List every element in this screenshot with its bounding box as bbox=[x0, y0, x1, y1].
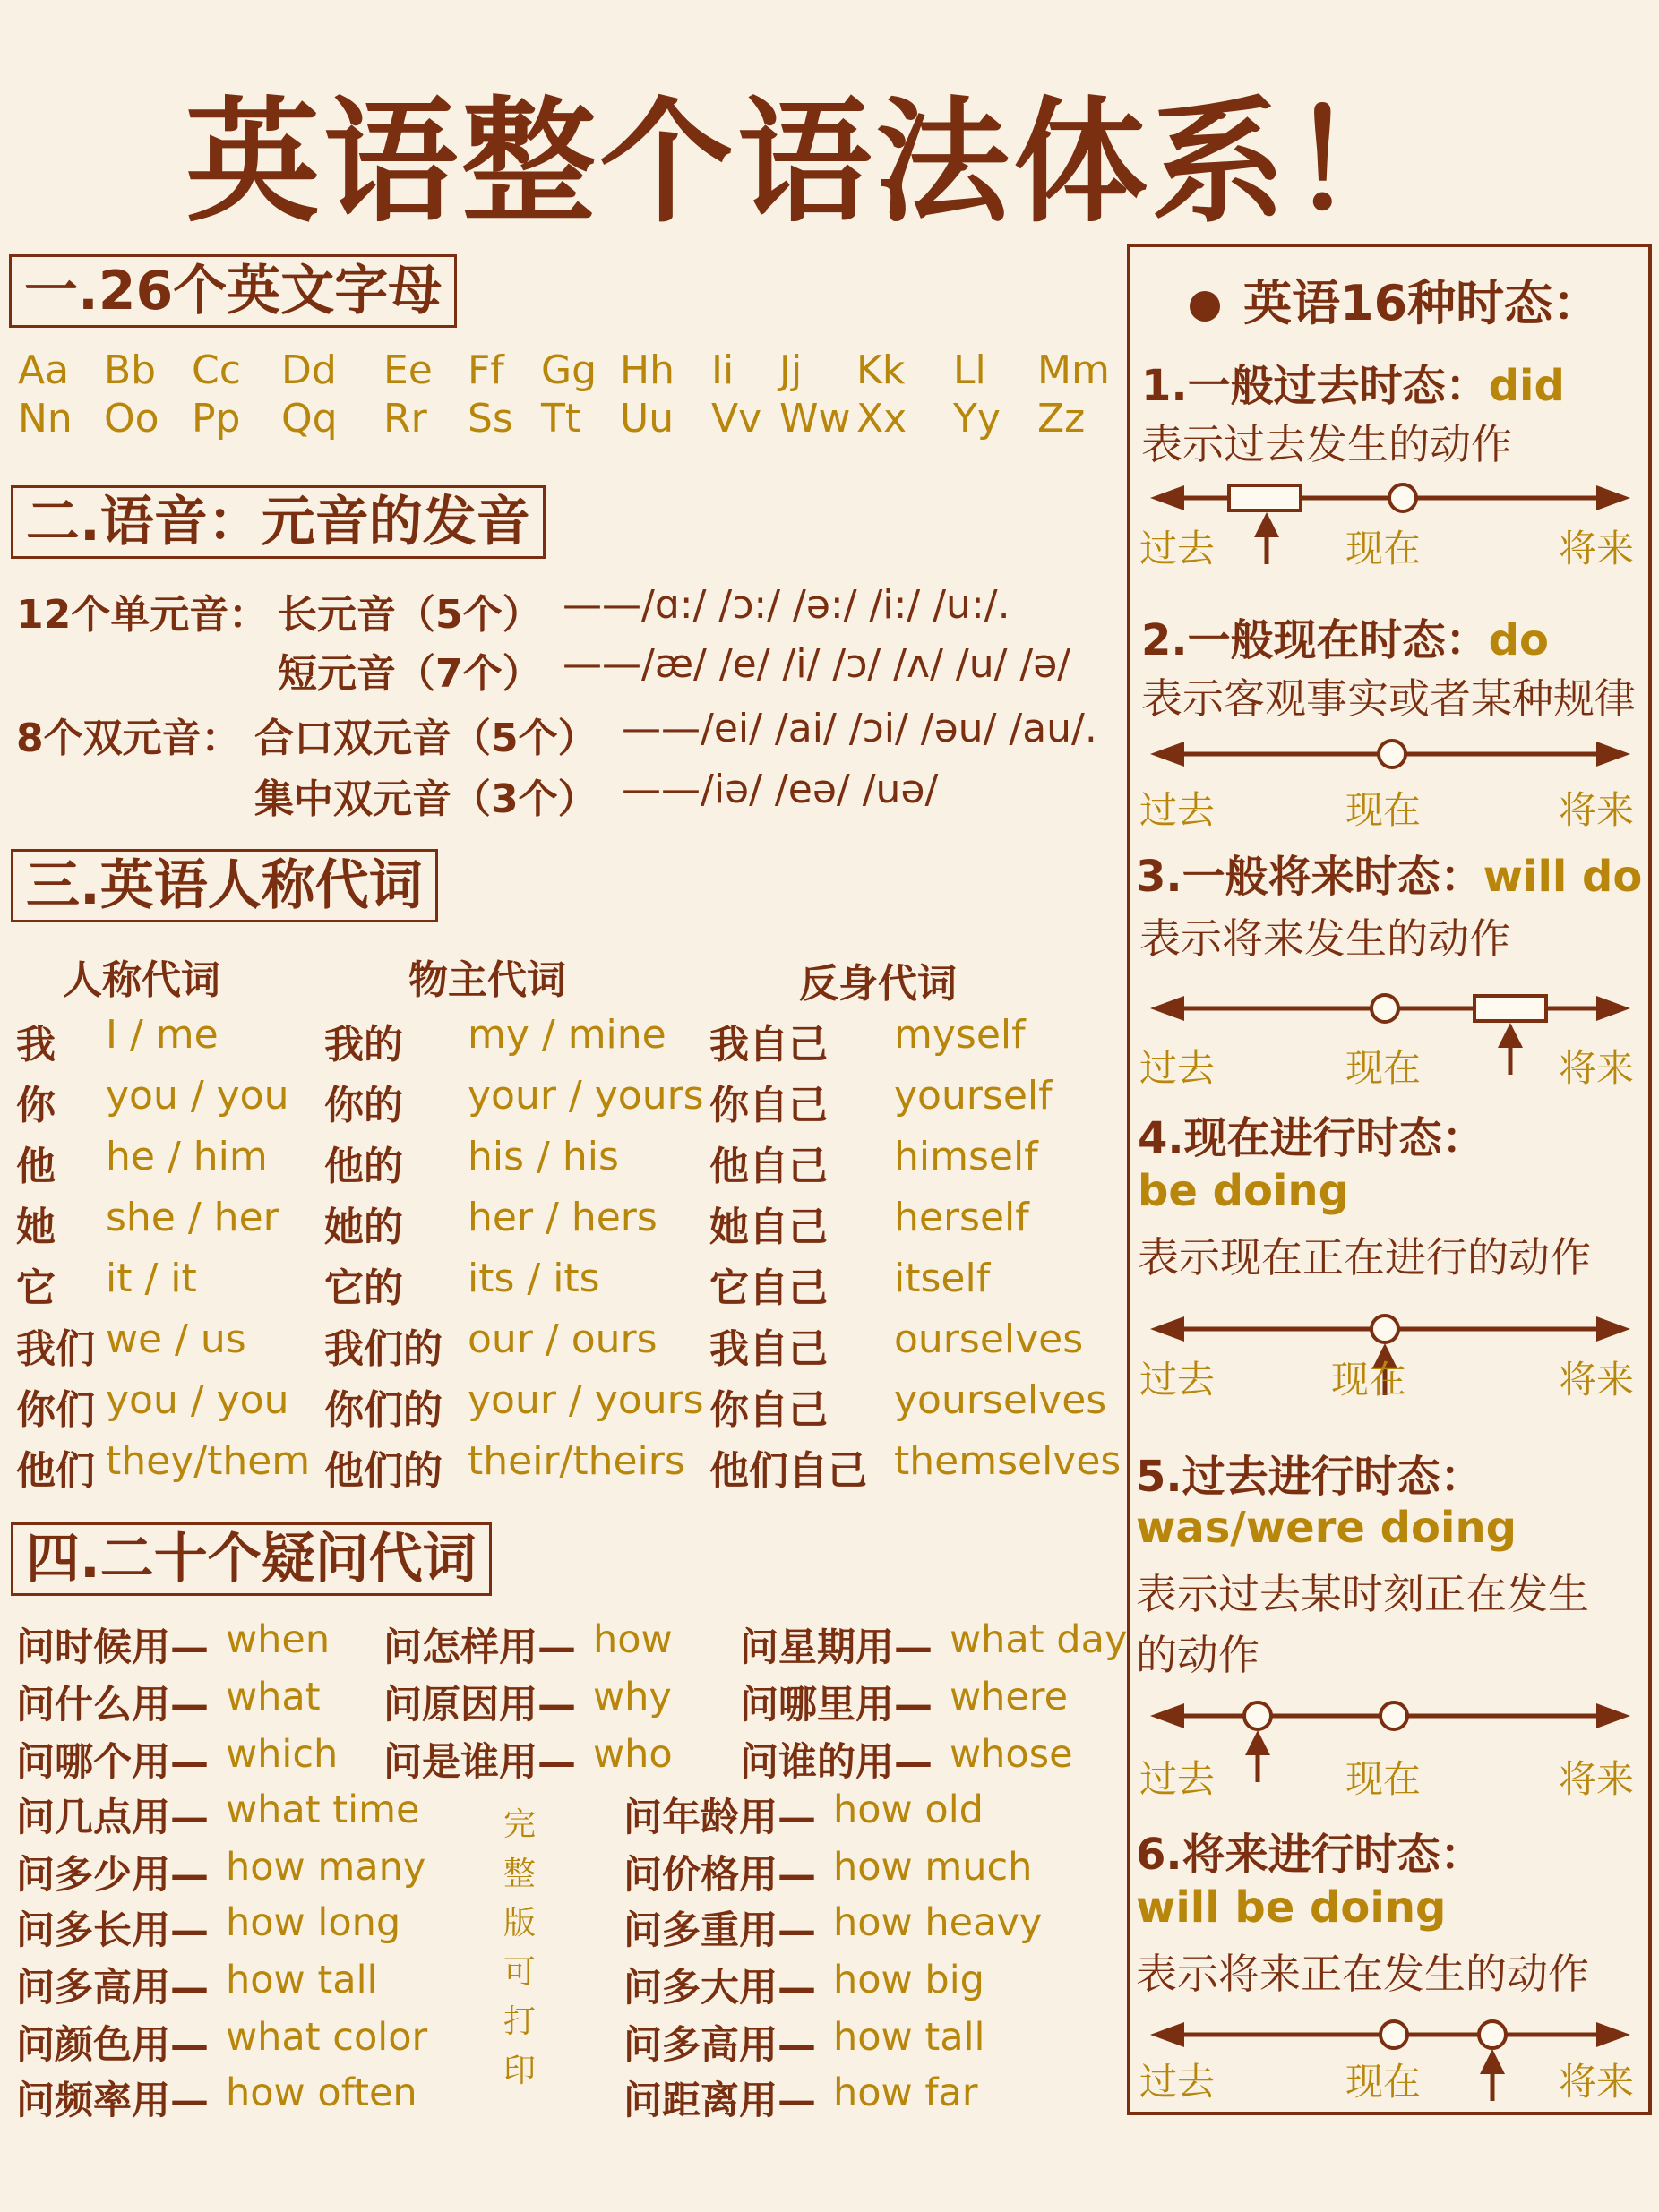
pronoun-en: its / its bbox=[468, 1256, 600, 1301]
pronoun-cn: 你们的 bbox=[324, 1387, 443, 1433]
timeline-label-future: 将来 bbox=[1559, 2060, 1635, 2104]
question-en: what time bbox=[226, 1788, 420, 1832]
pronoun-en: himself bbox=[894, 1134, 1038, 1179]
arrow-right-icon bbox=[1596, 2022, 1630, 2047]
alphabet-letter: Ff bbox=[468, 347, 504, 393]
alphabet-letter: Zz bbox=[1037, 396, 1086, 442]
time-range-box bbox=[1229, 485, 1301, 510]
timeline-label-past: 过去 bbox=[1139, 2060, 1216, 2104]
pronoun-cn: 我 bbox=[16, 1022, 56, 1067]
vowel-short-label: 短元音（7个） bbox=[278, 651, 542, 697]
section-alphabet-title: 一.26个英文字母 bbox=[9, 254, 457, 328]
tense-panel-title-text: 英语16种时态： bbox=[1243, 275, 1602, 331]
note-char: 整 bbox=[503, 1856, 536, 1892]
alphabet-letter: Hh bbox=[620, 347, 675, 393]
note-char: 打 bbox=[503, 2003, 536, 2040]
question-cn: 问年龄用— bbox=[623, 1796, 816, 1840]
time-point-circle bbox=[1379, 741, 1405, 767]
alphabet-letter: Tt bbox=[541, 396, 581, 442]
timeline-label-now: 现在 bbox=[1331, 1358, 1407, 1402]
tense-4-desc: 表示现在正在进行的动作 bbox=[1138, 1233, 1591, 1282]
question-en: how tall bbox=[226, 1958, 378, 2002]
time-point-circle bbox=[1371, 995, 1398, 1022]
pronoun-cn: 你自己 bbox=[709, 1387, 828, 1433]
page-title: 英语整个语法体系！ bbox=[185, 85, 1427, 241]
pronoun-cn: 它 bbox=[16, 1265, 56, 1311]
pronoun-en: your / yours bbox=[468, 1073, 704, 1119]
pronoun-en: they/them bbox=[106, 1438, 311, 1484]
question-cn: 问距离用— bbox=[623, 2079, 816, 2123]
timeline-label-past: 过去 bbox=[1139, 788, 1216, 832]
note-char: 完 bbox=[503, 1806, 536, 1843]
question-en: where bbox=[950, 1675, 1069, 1719]
question-en: what day bbox=[950, 1617, 1128, 1662]
question-en: what bbox=[226, 1675, 321, 1719]
alphabet-letter: Ss bbox=[468, 396, 513, 442]
pronoun-en: my / mine bbox=[468, 1012, 666, 1058]
question-cn: 问怎样用— bbox=[383, 1625, 576, 1670]
arrow-left-icon bbox=[1150, 485, 1184, 510]
question-cn: 问多大用— bbox=[623, 1966, 816, 2011]
timeline-label-past: 过去 bbox=[1139, 527, 1216, 570]
pronoun-en: you / you bbox=[106, 1073, 289, 1119]
alphabet-letter: Ee bbox=[383, 347, 433, 393]
tense-6-desc: 表示将来正在发生的动作 bbox=[1136, 1950, 1589, 1998]
alphabet-letter: Xx bbox=[856, 396, 907, 442]
arrow-up-icon bbox=[1254, 512, 1279, 537]
pronoun-cn: 你 bbox=[16, 1083, 56, 1128]
timeline-label-future: 将来 bbox=[1559, 527, 1635, 570]
arrow-left-icon bbox=[1150, 1316, 1184, 1342]
pronoun-en: we / us bbox=[106, 1316, 246, 1362]
section-questions-title: 四.二十个疑问代词 bbox=[11, 1522, 492, 1596]
timeline-label-future: 将来 bbox=[1559, 788, 1635, 832]
pronoun-header-reflexive: 反身代词 bbox=[799, 961, 957, 1007]
pronoun-cn: 我们的 bbox=[324, 1326, 443, 1372]
pronoun-cn: 她自己 bbox=[709, 1205, 828, 1250]
question-cn: 问星期用— bbox=[740, 1625, 933, 1670]
tense-3-heading bbox=[1136, 842, 1642, 904]
timeline-label-future: 将来 bbox=[1559, 1358, 1635, 1402]
timeline-label-now: 现在 bbox=[1345, 788, 1422, 832]
vowel-centring-label: 集中双元音（3个） bbox=[254, 776, 597, 822]
tense-5-desc-line2: 的动作 bbox=[1136, 1631, 1259, 1679]
question-cn: 问多高用— bbox=[623, 2023, 816, 2068]
timeline-label-now: 现在 bbox=[1345, 527, 1422, 570]
alphabet-letter: Vv bbox=[711, 396, 762, 442]
pronoun-en: myself bbox=[894, 1012, 1026, 1058]
vowel-closing-ipa: ——/ei/ /ai/ /ɔi/ /əu/ /au/. bbox=[622, 706, 1097, 751]
arrow-right-icon bbox=[1596, 485, 1630, 510]
question-cn: 问频率用— bbox=[16, 2079, 209, 2123]
pronoun-en: our / ours bbox=[468, 1316, 658, 1362]
bullet-icon bbox=[1190, 291, 1220, 322]
pronoun-cn: 你自己 bbox=[709, 1083, 828, 1128]
tense-2-name: 2.一般现在时态： bbox=[1141, 615, 1489, 665]
alphabet-letter: Yy bbox=[953, 396, 1001, 442]
pronoun-en: she / her bbox=[106, 1195, 279, 1240]
alphabet-letter: Kk bbox=[856, 347, 906, 393]
timeline-label-now: 现在 bbox=[1345, 2060, 1422, 2104]
question-en: which bbox=[226, 1732, 339, 1777]
time-point-circle bbox=[1371, 1316, 1398, 1342]
pronoun-en: themselves bbox=[894, 1438, 1122, 1484]
pronoun-header-possessive: 物主代词 bbox=[408, 957, 566, 1003]
alphabet-letter: Rr bbox=[383, 396, 427, 442]
pronoun-en: he / him bbox=[106, 1134, 268, 1179]
alphabet-letter: Dd bbox=[281, 347, 337, 393]
time-point-circle bbox=[1380, 2021, 1407, 2048]
question-cn: 问颜色用— bbox=[16, 2023, 209, 2068]
pronoun-en: her / hers bbox=[468, 1195, 658, 1240]
pronoun-en: you / you bbox=[106, 1377, 289, 1423]
question-cn: 问哪里用— bbox=[740, 1683, 933, 1728]
question-cn: 问多长用— bbox=[16, 1908, 209, 1953]
tense-5-desc-line1: 表示过去某时刻正在发生 bbox=[1136, 1570, 1589, 1618]
pronoun-en: yourselves bbox=[894, 1377, 1107, 1423]
pronoun-cn: 他们自己 bbox=[709, 1448, 867, 1494]
tense-6-form: will be doing bbox=[1136, 1882, 1447, 1933]
timeline-label-past: 过去 bbox=[1139, 1358, 1216, 1402]
time-range-box bbox=[1474, 996, 1546, 1021]
question-en: who bbox=[593, 1732, 673, 1777]
alphabet-letter: Uu bbox=[620, 396, 675, 442]
pronoun-cn: 你们 bbox=[16, 1387, 95, 1433]
pronoun-cn: 我自己 bbox=[709, 1326, 828, 1372]
tense-6-name: 6.将来进行时态： bbox=[1136, 1830, 1483, 1880]
pronoun-en: your / yours bbox=[468, 1377, 704, 1423]
pronoun-en: yourself bbox=[894, 1073, 1053, 1119]
question-cn: 问多重用— bbox=[623, 1908, 816, 1953]
alphabet-letter: Bb bbox=[104, 347, 157, 393]
pronoun-cn: 她的 bbox=[324, 1205, 403, 1250]
tense-4-name: 4.现在进行时态： bbox=[1138, 1113, 1485, 1163]
timeline-label-past: 过去 bbox=[1139, 1046, 1216, 1090]
pronoun-en: it / it bbox=[106, 1256, 197, 1301]
tense-panel-title bbox=[1190, 265, 1601, 334]
question-cn: 问时候用— bbox=[16, 1625, 209, 1670]
pronoun-header-personal: 人称代词 bbox=[63, 957, 220, 1003]
alphabet-letter: Jj bbox=[779, 347, 803, 393]
timeline-label-past: 过去 bbox=[1139, 1757, 1216, 1801]
note-char: 版 bbox=[503, 1905, 536, 1942]
question-en: how much bbox=[833, 1845, 1033, 1890]
arrow-left-icon bbox=[1150, 1703, 1184, 1728]
pronoun-cn: 他们 bbox=[16, 1448, 95, 1494]
question-cn: 问是谁用— bbox=[383, 1740, 576, 1785]
question-en: how often bbox=[226, 2071, 417, 2115]
question-en: when bbox=[226, 1617, 331, 1662]
question-cn: 问多高用— bbox=[16, 1966, 209, 2011]
alphabet-letter: Aa bbox=[18, 347, 70, 393]
pronoun-en: their/theirs bbox=[468, 1438, 685, 1484]
tense-5-form: was/were doing bbox=[1136, 1503, 1517, 1553]
tense-4-form: be doing bbox=[1138, 1166, 1349, 1216]
alphabet-letter: Pp bbox=[192, 396, 241, 442]
question-en: how old bbox=[833, 1788, 984, 1832]
vowel-group-monophthong: 12个单元音： bbox=[16, 592, 269, 638]
question-en: how heavy bbox=[833, 1900, 1043, 1945]
vowel-long-label: 长元音（5个） bbox=[278, 592, 542, 638]
arrow-right-icon bbox=[1596, 742, 1630, 767]
pronoun-cn: 她 bbox=[16, 1205, 56, 1250]
tense-3-desc: 表示将来发生的动作 bbox=[1139, 914, 1510, 963]
pronoun-cn: 他们的 bbox=[324, 1448, 443, 1494]
timeline-label-future: 将来 bbox=[1559, 1757, 1635, 1801]
time-point-circle bbox=[1380, 1702, 1407, 1729]
tense-5-name: 5.过去进行时态： bbox=[1136, 1452, 1483, 1502]
vowel-closing-label: 合口双元音（5个） bbox=[254, 716, 597, 761]
alphabet-letter: Ll bbox=[953, 347, 986, 393]
question-cn: 问几点用— bbox=[16, 1796, 209, 1840]
timeline-label-future: 将来 bbox=[1559, 1046, 1635, 1090]
section-vowels-title: 二.语音：元音的发音 bbox=[11, 485, 546, 559]
arrow-up-icon bbox=[1480, 2049, 1505, 2074]
question-cn: 问什么用— bbox=[16, 1683, 209, 1728]
pronoun-cn: 它的 bbox=[324, 1265, 403, 1311]
alphabet-letter: Qq bbox=[281, 396, 338, 442]
pronoun-en: itself bbox=[894, 1256, 991, 1301]
tense-1-form: did bbox=[1488, 361, 1565, 411]
question-cn: 问哪个用— bbox=[16, 1740, 209, 1785]
pronoun-en: his / his bbox=[468, 1134, 619, 1179]
alphabet-letter: Ii bbox=[711, 347, 735, 393]
question-en: how tall bbox=[833, 2015, 985, 2060]
section-pronouns-title: 三.英语人称代词 bbox=[11, 849, 438, 922]
tense-1-name: 1.一般过去时态： bbox=[1141, 361, 1489, 411]
pronoun-cn: 它自己 bbox=[709, 1265, 828, 1311]
vowel-group-diphthong: 8个双元音： bbox=[16, 716, 241, 761]
pronoun-en: ourselves bbox=[894, 1316, 1084, 1362]
question-cn: 问价格用— bbox=[623, 1853, 816, 1898]
time-point-circle bbox=[1389, 484, 1416, 511]
arrow-right-icon bbox=[1596, 1316, 1630, 1342]
arrow-left-icon bbox=[1150, 2022, 1184, 2047]
arrow-up-icon bbox=[1498, 1023, 1523, 1048]
pronoun-cn: 他自己 bbox=[709, 1144, 828, 1189]
question-cn: 问多少用— bbox=[16, 1853, 209, 1898]
alphabet-letter: Mm bbox=[1037, 347, 1110, 393]
vertical-note bbox=[502, 1800, 537, 2096]
time-point-circle bbox=[1479, 2021, 1506, 2048]
time-point-circle bbox=[1244, 1702, 1271, 1729]
arrow-right-icon bbox=[1596, 996, 1630, 1021]
note-char: 印 bbox=[503, 2053, 536, 2089]
question-en: what color bbox=[226, 2015, 428, 2060]
question-en: how long bbox=[226, 1900, 401, 1945]
pronoun-cn: 他的 bbox=[324, 1144, 403, 1189]
tense-2-form: do bbox=[1488, 615, 1549, 665]
question-en: how far bbox=[833, 2071, 978, 2115]
arrow-right-icon bbox=[1596, 1703, 1630, 1728]
alphabet-letter: Ww bbox=[779, 396, 851, 442]
note-char: 可 bbox=[503, 1954, 536, 1991]
alphabet-letter: Gg bbox=[541, 347, 597, 393]
tense-3-form: will do bbox=[1483, 852, 1643, 902]
question-cn: 问谁的用— bbox=[740, 1740, 933, 1785]
pronoun-cn: 我的 bbox=[324, 1022, 403, 1067]
question-en: whose bbox=[950, 1732, 1073, 1777]
pronoun-cn: 你的 bbox=[324, 1083, 403, 1128]
question-en: how bbox=[593, 1617, 673, 1662]
timeline-label-now: 现在 bbox=[1345, 1757, 1422, 1801]
vowel-short-ipa: ——/æ/ /e/ /i/ /ɔ/ /ʌ/ /u/ /ə/ bbox=[563, 641, 1071, 687]
tense-3-name: 3.一般将来时态： bbox=[1136, 852, 1483, 902]
vowel-centring-ipa: ——/iə/ /eə/ /uə/ bbox=[622, 767, 939, 812]
timeline-label-now: 现在 bbox=[1345, 1046, 1422, 1090]
vowel-long-ipa: ——/ɑ:/ /ɔ:/ /ə:/ /i:/ /u:/. bbox=[563, 582, 1010, 628]
pronoun-cn: 我自己 bbox=[709, 1022, 828, 1067]
pronoun-cn: 他 bbox=[16, 1144, 56, 1189]
tense-2-heading bbox=[1141, 605, 1549, 667]
arrow-up-icon bbox=[1245, 1730, 1270, 1755]
arrow-left-icon bbox=[1150, 742, 1184, 767]
pronoun-en: herself bbox=[894, 1195, 1029, 1240]
alphabet-letter: Nn bbox=[18, 396, 73, 442]
question-cn: 问原因用— bbox=[383, 1683, 576, 1728]
alphabet-letter: Cc bbox=[192, 347, 241, 393]
tense-1-heading bbox=[1141, 351, 1565, 413]
question-en: why bbox=[593, 1675, 672, 1719]
pronoun-cn: 我们 bbox=[16, 1326, 95, 1372]
tense-2-desc: 表示客观事实或者某种规律 bbox=[1141, 674, 1636, 723]
arrow-left-icon bbox=[1150, 996, 1184, 1021]
pronoun-en: I / me bbox=[106, 1012, 219, 1058]
question-en: how many bbox=[226, 1845, 426, 1890]
tense-1-desc: 表示过去发生的动作 bbox=[1141, 420, 1512, 468]
alphabet-letter: Oo bbox=[104, 396, 159, 442]
question-en: how big bbox=[833, 1958, 984, 2002]
